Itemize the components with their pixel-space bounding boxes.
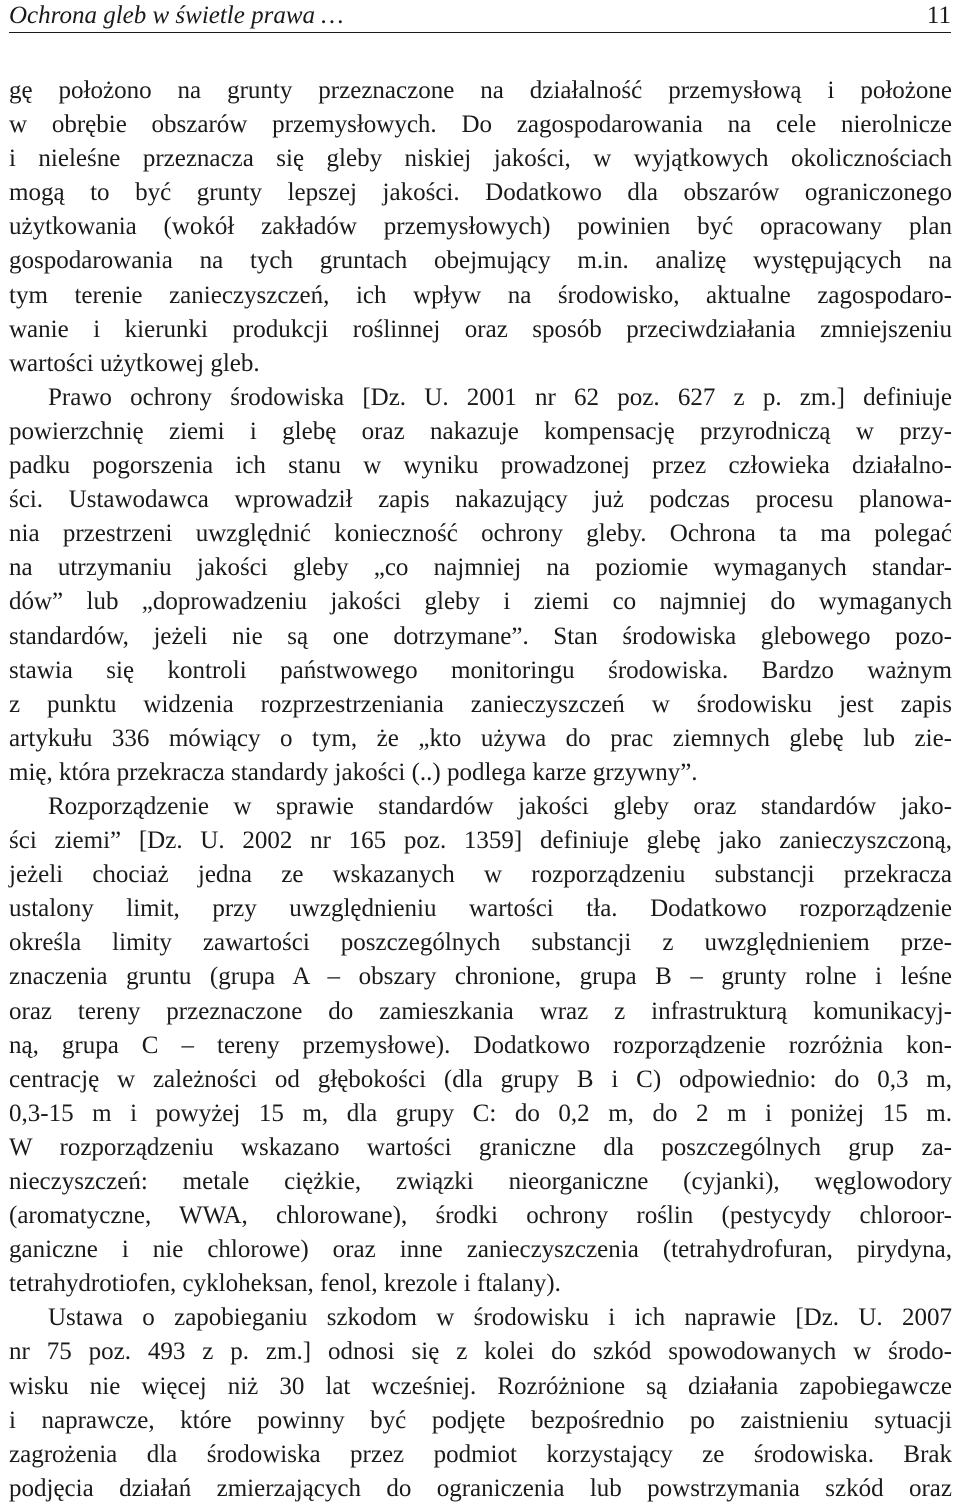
text-line: tetrahydrotiofen, cykloheksan, fenol, krezole i ftalany). [9,1270,561,1298]
text-line: stawia się kontroli państwowego monitoringu środowiska. Bardzo ważnym [9,656,952,684]
text-line: oraz tereny przeznaczone do zamieszkania wraz z infrastrukturą komunikacyj- [9,997,952,1025]
text-line: nieczyszczeń: metale ciężkie, związki nieorganiczne (cyjanki), węglowodory [9,1168,952,1195]
text-line: mogą to być grunty lepszej jakości. Dodatkowo dla obszarów ograniczonego [9,179,952,207]
text-line: 0,3-15 m i powyżej 15 m, dla grupy C: do 0,2 m, do 2 m i poniżej 15 m. [9,1099,952,1127]
body-text [9,74,952,1506]
text-line: określa limity zawartości poszczególnych substancji z uwzględnieniem prze- [9,929,952,957]
text-line: na utrzymaniu jakości gleby „co najmniej na poziomie wymaganych standar- [9,554,952,582]
text-line: dów” lub „doprowadzeniu jakości gleby i ziemi co najmniej do wymaganych [9,588,952,616]
text-line: Rozporządzenie w sprawie standardów jakości gleby oraz standardów jako- [48,792,952,820]
text-line: znaczenia gruntu (grupa A – obszary chronione, grupa B – grunty rolne i leśne [9,963,952,991]
text-line: zagrożenia dla środowiska przez podmiot korzystający ze środowiska. Brak [9,1440,952,1468]
text-line: w obrębie obszarów przemysłowych. Do zagospodarowania na cele nierolnicze [9,111,952,139]
text-line: podjęcia działań zmierzających do ograniczenia lub powstrzymania szkód oraz [9,1474,952,1502]
running-header [9,2,951,33]
text-line: standardów, jeżeli nie są one dotrzymane”. Stan środowiska glebowego pozo- [9,622,952,650]
text-line: (aromatyczne, WWA, chlorowane), środki ochrony roślin (pestycydy chloroor- [9,1202,952,1230]
text-line: i nieleśne przeznacza się gleby niskiej jakości, w wyjątkowych okolicznościach [9,145,952,173]
text-line: wartości użytkowej gleb. [9,349,260,377]
text-line: wisku nie więcej niż 30 lat wcześniej. Rozróżnione są działania zapobiegawcze [9,1372,952,1400]
text-line: użytkowania (wokół zakładów przemysłowych) powinien być opracowany plan [9,213,952,241]
text-line: powierzchnię ziemi i glebę oraz nakazuje kompensację przyrodniczą w przy- [9,417,952,445]
running-title: Ochrona gleb w świetle prawa … [9,2,344,29]
text-line: artykułu 336 mówiący o tym, że „kto używa do prac ziemnych glebę lub zie- [9,724,952,752]
text-line: Prawo ochrony środowiska [Dz. U. 2001 nr 62 poz. 627 z p. zm.] definiuje [48,383,952,411]
text-line: ganiczne i nie chlorowe) oraz inne zanieczyszczenia (tetrahydrofuran, pirydyna, [9,1236,952,1264]
text-line: jeżeli chociaż jedna ze wskazanych w rozporządzeniu substancji przekracza [9,861,952,889]
text-line: nia przestrzeni uwzględnić konieczność ochrony gleby. Ochrona ta ma polegać [9,520,952,548]
text-line: padku pogorszenia ich stanu w wyniku prowadzonej przez człowieka działalno- [9,452,952,480]
text-line: W rozporządzeniu wskazano wartości graniczne dla poszczególnych grup za- [9,1133,952,1161]
text-line: ści ziemi” [Dz. U. 2002 nr 165 poz. 1359] definiuje glebę jako zanieczyszczoną, [9,827,952,855]
text-line: ustalony limit, przy uwzględnieniu wartości tła. Dodatkowo rozporządzenie [9,895,952,923]
text-line: wanie i kierunki produkcji roślinnej oraz sposób przeciwdziałania zmniejszeniu [9,315,952,343]
text-line: gospodarowania na tych gruntach obejmujący m.in. analizę występujących na [9,247,952,275]
text-line: gę położono na grunty przeznaczone na działalność przemysłową i położone [9,77,952,104]
text-line: i naprawcze, które powinny być podjęte bezpośrednio po zaistnieniu sytuacji [9,1406,952,1434]
text-line: Ustawa o zapobieganiu szkodom w środowisku i ich naprawie [Dz. U. 2007 [48,1304,952,1332]
text-line: nr 75 poz. 493 z p. zm.] odnosi się z kolei do szkód spowodowanych w środo- [9,1338,952,1366]
text-line: mię, która przekracza standardy jakości (..) podlega karze grzywny”. [9,758,698,786]
page-number: 11 [926,2,951,29]
text-line: centrację w zależności od głębokości (dla grupy B i C) odpowiednio: do 0,3 m, [9,1065,952,1093]
text-line: ną, grupa C – tereny przemysłowe). Dodatkowo rozporządzenie rozróżnia kon- [9,1031,952,1059]
text-line: ści. Ustawodawca wprowadził zapis nakazujący już podczas procesu planowa- [9,486,952,514]
text-line: z punktu widzenia rozprzestrzeniania zanieczyszczeń w środowisku jest zapis [9,690,952,718]
text-line: tym terenie zanieczyszczeń, ich wpływ na środowisko, aktualne zagospodaro- [9,281,952,309]
